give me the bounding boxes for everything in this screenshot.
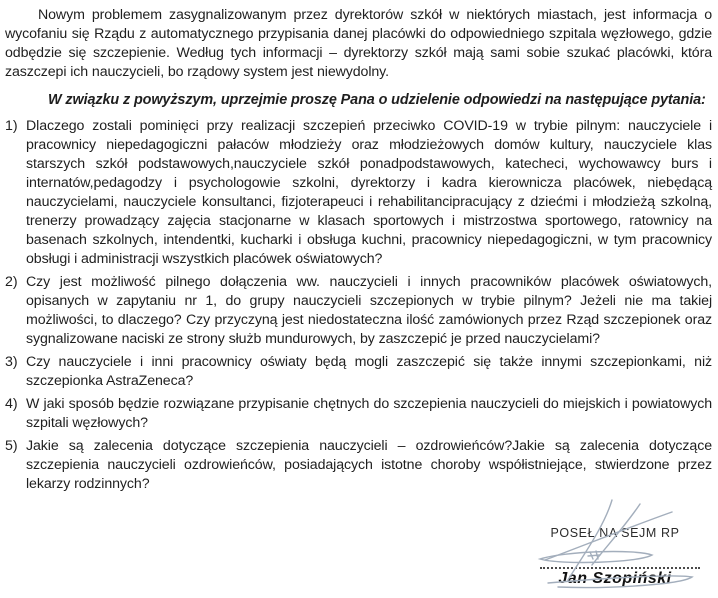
question-text: W jaki sposób będzie rozwiązane przypisanie chętnych do szczepienia nauczycieli do miejskich i powiatowych szpitali węzłowych? <box>26 396 712 431</box>
question-text: Czy nauczyciele i inni pracownicy oświaty będą mogli zaszczepić się także innymi szczepionkami, niż szczepionka AstraZeneca? <box>26 354 712 389</box>
question-number: 5) <box>5 438 18 454</box>
question-item <box>5 353 712 391</box>
question-item <box>5 117 712 269</box>
question-item <box>5 437 712 494</box>
signature-dotted-line <box>540 567 700 569</box>
question-item <box>5 273 712 349</box>
intro-paragraph: Nowym problemem zasygnalizowanym przez dyrektorów szkół w niektórych miastach, jest informacja o wycofaniu się Rządu z automatycznego przypisania danej placówki do odpowiedniego szpitala węzłowego, gdzie odbędzie się szczepienie. Według tych informacji – dyrektorzy szkół mają sami sobie szukać placówki, która zaszczepi ich nauczycieli, bo rządowy system jest niewydolny. <box>5 7 712 80</box>
question-list <box>5 117 712 494</box>
letter-body <box>5 6 712 498</box>
signature-name: Jan Szopiński <box>558 570 672 587</box>
question-number: 2) <box>5 274 18 290</box>
question-number: 4) <box>5 396 18 412</box>
question-number: 3) <box>5 354 18 370</box>
question-item <box>5 395 712 433</box>
signature-block <box>520 520 710 595</box>
signature-title: POSEŁ NA SEJM RP <box>550 526 680 540</box>
question-text: Jakie są zalecenia dotyczące szczepienia nauczycieli – ozdrowieńców?Jakie są zalecenia dotyczące szczepienia nauczycieli ozdrowieńców, posiadających istotne choroby współistniejące, stwierdzone przez lekarzy rodzinnych? <box>26 438 712 492</box>
question-text: Dlaczego zostali pominięci przy realizacji szczepień przeciwko COVID-19 w trybie pilnym: nauczyciele i pracownicy niepedagogiczni pałaców młodzieży oraz młodzieżowych domów kultury, nauczyciele klas starszych szkół podstawowych,nauczyciele szkół ponadpodstawowych, katecheci, wychowawcy burs i internatów,pedagodzy i psychologowie szkolni, dyrektorzy i kadra kierownicza placówek, niebędącą nauczycielami, nauczyciele konsultanci, fizjoterapeuci i rehabilitancipracujący z dziećmi i młodzieżą szkolną, trenerzy prowadzący zajęcia stacjonarne w klasach sportowych i mistrzostwa sportowego, ratownicy na basenach szkolnych, intendentki, kucharki i obsługa kuchni, pracownicy niepedagogiczni, w tym pracownicy obsługi i administracji wszystkich placówek oświatowych? <box>26 118 712 267</box>
question-number: 1) <box>5 118 18 134</box>
question-text: Czy jest możliwość pilnego dołączenia ww. nauczycieli i innych pracowników placówek oświatowych, opisanych w zapytaniu nr 1, do grupy nauczycieli szczepionych w trybie pilnym? Jeżeli nie ma takiej możliwości, to dlaczego? Czy przyczyną jest niedostateczna ilość zamówionych przez Rząd szczepionek oraz sygnalizowane naciski ze strony służb mundurowych, by zaszczepić je przed nauczycielami? <box>26 274 712 347</box>
request-line: W związku z powyższym, uprzejmie proszę Pana o udzielenie odpowiedzi na następujące pytania: <box>48 92 706 108</box>
